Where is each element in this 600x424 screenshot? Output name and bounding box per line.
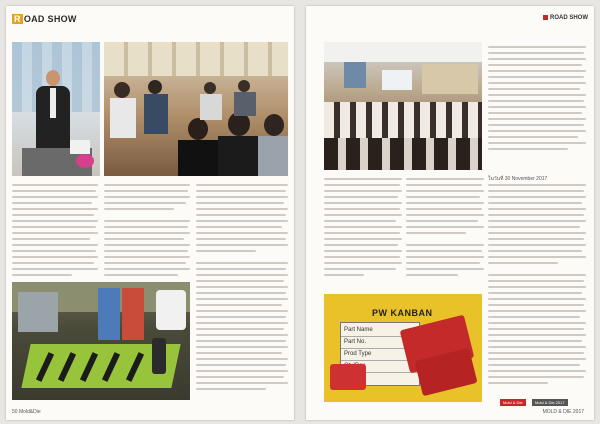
lego-block [330,364,366,390]
seminar-hall-photo [324,42,482,170]
kanban-row: Prod Type [341,349,422,361]
kanban-title: PW KANBAN [372,308,433,318]
kanban-row: Part No. [341,337,422,349]
left-page [6,6,294,420]
footer-badge: Mold & Die 2017 [532,399,568,406]
section-title: OAD SHOW [23,14,77,24]
section-header [12,14,77,24]
audience-photo [104,42,288,176]
footer-badge: Mold & Die [500,399,526,406]
kanban-photo [324,294,482,402]
header-square-icon [543,15,548,20]
speaker-photo [12,42,100,176]
kanban-row: Part Name [341,325,422,337]
section-prefix: R [14,14,21,24]
page-footer: 50 Mold&Die [12,409,41,415]
date-line: ในวันที่ 30 November 2017 [488,176,548,182]
tools-photo [12,282,190,400]
section-header [543,15,588,21]
section-title: ROAD SHOW [550,15,588,22]
page-footer: MOLD & DIE 2017 [542,409,584,415]
right-page [306,6,594,420]
